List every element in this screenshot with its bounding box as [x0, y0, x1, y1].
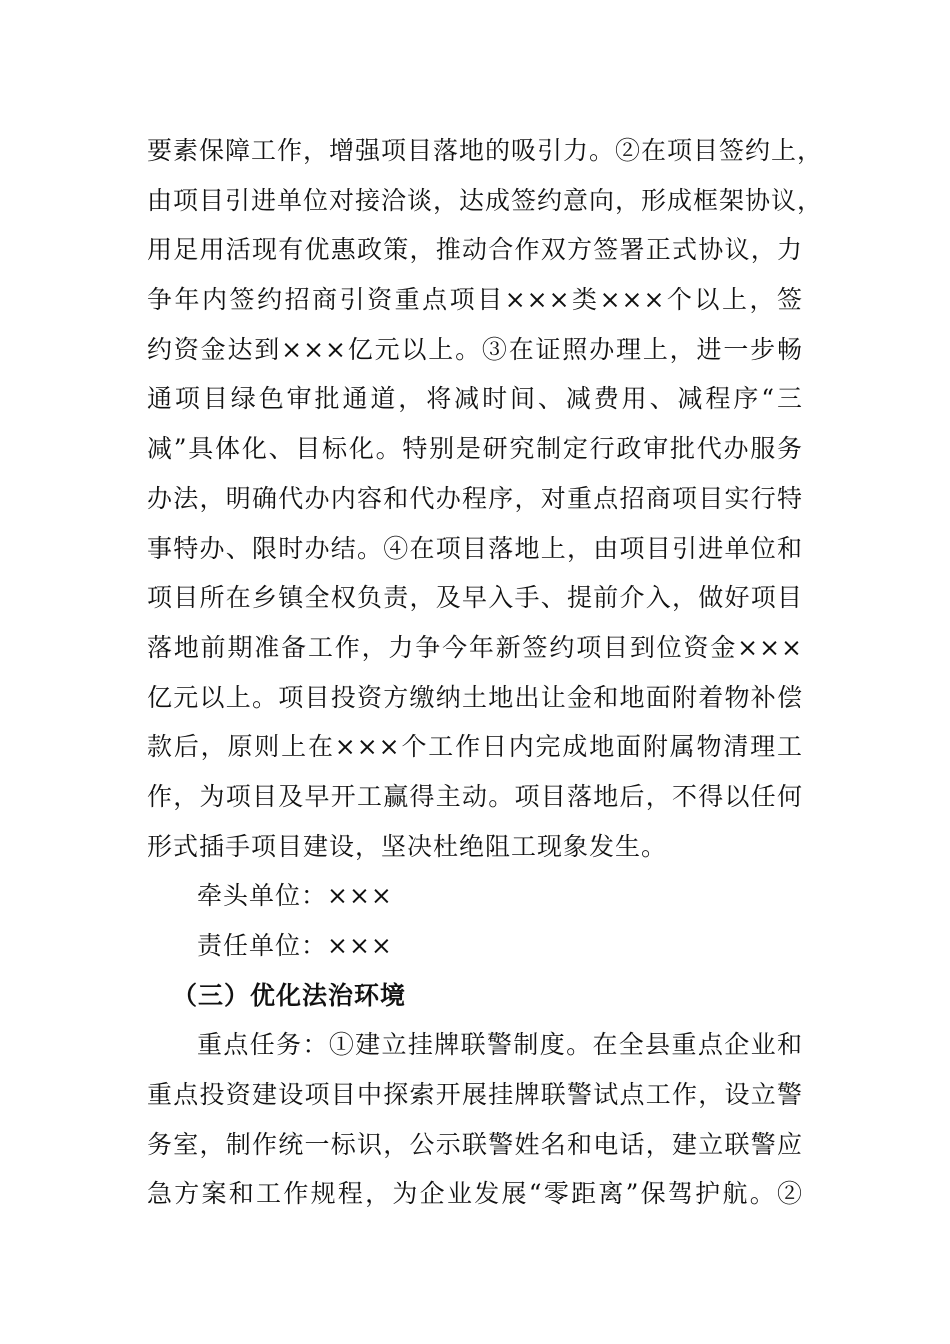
responsible-unit-line: 责任单位：××× [197, 931, 393, 960]
section-heading: （三）优化法治环境 [172, 980, 407, 1010]
body-text-line: 通项目绿色审批通道，将减时间、减费用、减程序“三 [147, 384, 803, 414]
document-body [147, 126, 824, 1219]
body-text-line: 形式插手项目建设，坚决杜绝阻工现象发生。 [147, 831, 668, 861]
body-text-line: 争年内签约招商引资重点项目×××类×××个以上，签 [147, 285, 803, 315]
body-text-line: 作，为项目及早开工赢得主动。项目落地后，不得以任何 [147, 781, 803, 811]
body-text-line: 项目所在乡镇全权负责，及早入手、提前介入，做好项目 [147, 583, 803, 613]
body-text-line: 亿元以上。项目投资方缴纳土地出让金和地面附着物补偿 [147, 682, 803, 712]
body-text-line: 办法，明确代办内容和代办程序，对重点招商项目实行特 [147, 483, 803, 513]
body-text-line: 款后，原则上在×××个工作日内完成地面附属物清理工 [147, 732, 803, 762]
body-text-line: 约资金达到×××亿元以上。③在证照办理上，进一步畅 [147, 334, 803, 364]
body-text-line: 由项目引进单位对接洽谈，达成签约意向，形成框架协议， [147, 185, 824, 215]
body-text-line: 务室，制作统一标识，公示联警姓名和电话，建立联警应 [147, 1129, 803, 1159]
body-text-line: 急方案和工作规程，为企业发展“零距离”保驾护航。② [147, 1179, 803, 1209]
lead-unit-line: 牵头单位：××× [197, 881, 393, 911]
body-text-line: 落地前期准备工作，力争今年新签约项目到位资金××× [147, 632, 803, 662]
body-text-line: 减”具体化、目标化。特别是研究制定行政审批代办服务 [147, 434, 803, 464]
body-text-line: 事特办、限时办结。④在项目落地上，由项目引进单位和 [147, 533, 803, 563]
body-text-line: 重点投资建设项目中探索开展挂牌联警试点工作，设立警 [147, 1080, 803, 1110]
body-text-line: 要素保障工作，增强项目落地的吸引力。②在项目签约上， [147, 136, 824, 165]
body-text-line: 重点任务：①建立挂牌联警制度。在全县重点企业和 [197, 1030, 803, 1060]
body-text-line: 用足用活现有优惠政策，推动合作双方签署正式协议，力 [147, 235, 803, 265]
